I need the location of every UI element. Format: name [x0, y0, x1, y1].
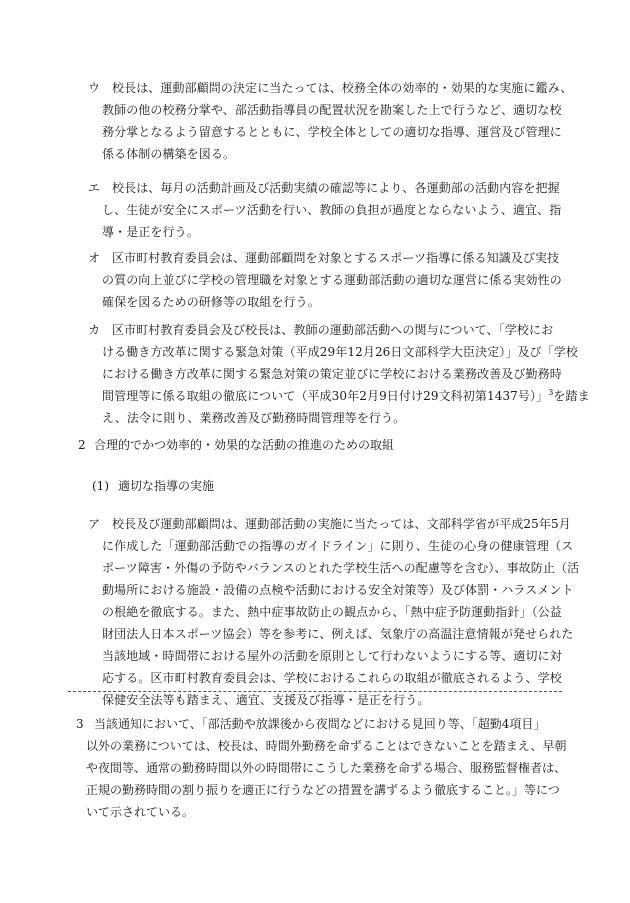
paragraph-marker: ウ — [88, 81, 101, 95]
paragraph-e — [88, 177, 562, 243]
footnote-divider — [68, 691, 562, 692]
subsection-title: 適切な指導の実施 — [118, 479, 215, 493]
footnote-line: いて示されている。 — [86, 805, 195, 819]
paragraph-line: ポーツ障害・外傷の予防やバランスのとれた学校生活への配慮等を含む）、事故防止（活 — [102, 561, 580, 575]
paragraph-line: の質の向上並びに学校の管理職を対象とする運動部活動の適切な運営に係る実効性の — [102, 273, 562, 287]
paragraph-marker: ア — [88, 517, 101, 531]
paragraph-line: 係る体制の構築を図る。 — [102, 147, 236, 161]
paragraph-line: 財団法人日本スポーツ協会）等を参考に、例えば、気象庁の高温注意情報が発せられた — [102, 627, 574, 641]
paragraph-line: の根絶を徹底する。また、熱中症事故防止の観点から、「熱中症予防運動指針」（公益 — [102, 605, 562, 619]
paragraph-a — [88, 513, 580, 711]
paragraph-line: し、生徒が安全にスポーツ活動を行い、教師の負担が過度とならないよう、適宜、指 — [102, 203, 562, 217]
paragraph-line: エ 校長は、毎月の活動計画及び活動実績の確認等により、各運動部の活動内容を把握 — [88, 177, 562, 199]
paragraph-line: 保健安全法等も踏まえ、適宜、支援及び指導・是正を行う。 — [102, 693, 430, 707]
paragraph-line: 導・是正を行う。 — [102, 225, 199, 239]
paragraph-line: オ 区市町村教育委員会は、運動部顧問を対象とするスポーツ指導に係る知識及び実技 — [88, 247, 562, 269]
paragraph-line: カ 区市町村教育委員会及び校長は、教師の運動部活動への関与について、「学校にお — [88, 319, 562, 341]
section-heading — [78, 434, 394, 456]
paragraph-ka — [88, 319, 590, 429]
paragraph-line: え、法令に則り、業務改善及び勤務時間管理等を行う。 — [102, 411, 406, 425]
footnote-line: 正規の勤務時間の割り振りを適正に行うなどの措置を講ずるよう徹底すること。」等につ — [86, 783, 560, 797]
footnote-line: 以外の業務については、校長は、時間外勤務を命ずることはできないことを踏まえ、早朝 — [86, 739, 567, 753]
paragraph-line: 当該地域・時間帯における屋外の活動を原則として行わないようにする等、適切に対 — [102, 649, 562, 663]
paragraph-line: 教師の他の校務分掌や、部活動指導員の配置状況を勘案した上で行うなど、適切な校 — [102, 103, 562, 117]
paragraph-marker: エ — [88, 181, 101, 195]
footnote-line: 3 当該通知において、「部活動や放課後から夜間などにおける見回り等、「超勤4項目」 — [76, 713, 562, 735]
section-number: 2 — [78, 438, 86, 452]
paragraph-line: ウ 校長は、運動部顧問の決定に当たっては、校務全体の効率的・効果的な実施に鑑み、 — [88, 77, 562, 99]
paragraph-line: 動場所における施設・設備の点検や活動における安全対策等）及び体罰・ハラスメント — [102, 583, 574, 597]
paragraph-u — [88, 77, 573, 165]
paragraph-line: 確保を図るための研修等の取組を行う。 — [102, 295, 320, 309]
section-title: 合理的でかつ効率的・効果的な活動の推進のための取組 — [94, 438, 395, 452]
paragraph-line: 務分掌となるよう留意するとともに、学校全体としての適切な指導、運営及び管理に — [102, 125, 562, 139]
footnote — [76, 713, 567, 823]
paragraph-line: 間管理等に係る取組の徹底について（平成30年2月9日付け29文科初第1437号）」$^3$を踏ま — [102, 388, 590, 403]
footnote-number: 3 — [76, 717, 84, 731]
paragraph-line: ける働き方改革に関する緊急対策（平成29年12月26日文部科学大臣決定）」及び「学校 — [102, 345, 579, 359]
paragraph-line: に作成した「運動部活動での指導のガイドライン」に則り、生徒の心身の健康管理（ス — [102, 539, 574, 553]
paragraph-line: ア 校長及び運動部顧問は、運動部活動の実施に当たっては、文部科学省が平成25年5月 — [88, 513, 562, 535]
footnote-reference[interactable]: 3 — [548, 388, 554, 397]
subsection-heading — [92, 475, 214, 497]
subsection-number: (1) — [92, 479, 109, 493]
paragraph-marker: カ — [88, 323, 101, 337]
paragraph-line: における働き方改革に関する緊急対策の策定並びに学校における業務改善及び勤務時 — [102, 367, 562, 381]
paragraph-marker: オ — [88, 251, 101, 265]
footnote-line: や夜間等、通常の勤務時間以外の時間帯にこうした業務を命ずる場合、服務監督権者は、 — [86, 761, 567, 775]
paragraph-line: 応する。区市町村教育委員会は、学校におけるこれらの取組が徹底されるよう、学校 — [102, 671, 562, 685]
paragraph-o — [88, 247, 562, 313]
